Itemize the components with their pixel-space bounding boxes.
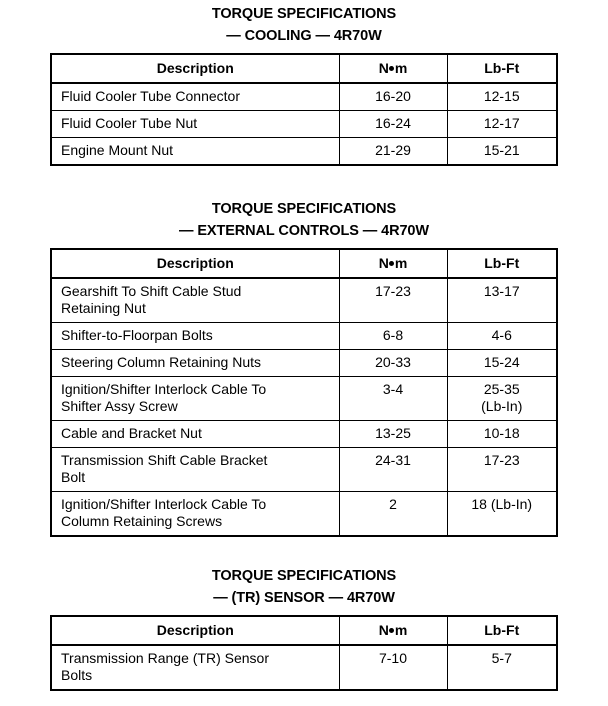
table-row (51, 111, 557, 138)
description-line-1: Gearshift To Shift Cable Stud (61, 283, 242, 299)
table-body-external-controls (51, 278, 557, 536)
newton-meter-dot-icon (389, 66, 394, 71)
table-row (51, 448, 557, 492)
cell-pound-foot: 17-23 (447, 448, 557, 492)
table-header-row (51, 54, 557, 83)
table-header-row (51, 249, 557, 278)
table-row (51, 350, 557, 377)
cell-pound-foot: 5-7 (447, 645, 557, 690)
cell-newton-meter: 3-4 (339, 377, 447, 421)
cell-description (51, 492, 339, 537)
description-line-1: Transmission Range (TR) Sensor (61, 650, 269, 666)
description-line-1: Fluid Cooler Tube Nut (61, 115, 198, 131)
section-tr-sensor-title-line-1: TORQUE SPECIFICATIONS (211, 568, 397, 584)
cell-pound-foot: 12-15 (447, 83, 557, 111)
section-external-controls-titles (0, 202, 608, 238)
description-line-1: Ignition/Shifter Interlock Cable To (61, 496, 267, 512)
newton-meter-dot-icon (389, 628, 394, 633)
table-row (51, 492, 557, 537)
newton-meter-n: N (378, 60, 389, 76)
table-row (51, 138, 557, 166)
section-tr-sensor-titles (0, 569, 608, 605)
cell-description (51, 350, 339, 377)
description-line-1: Ignition/Shifter Interlock Cable To (61, 381, 267, 397)
cell-pound-foot: 4-6 (447, 323, 557, 350)
cell-pound-foot: 13-17 (447, 278, 557, 323)
section-cooling-titles (0, 7, 608, 43)
description-line-1: Shifter-to-Floorpan Bolts (61, 327, 213, 343)
table-body-cooling (51, 83, 557, 165)
cell-newton-meter: 24-31 (339, 448, 447, 492)
description-line-2: Bolts (61, 667, 93, 683)
newton-meter-m: m (394, 622, 408, 638)
torque-table-cooling (50, 53, 558, 166)
cell-newton-meter: 7-10 (339, 645, 447, 690)
cell-description (51, 278, 339, 323)
cell-description (51, 448, 339, 492)
table-row (51, 377, 557, 421)
table-body-tr-sensor (51, 645, 557, 690)
description-line-1: Transmission Shift Cable Bracket (61, 452, 268, 468)
section-external-controls-title-line-2: — EXTERNAL CONTROLS — 4R70W (178, 222, 429, 239)
description-line-2: Retaining Nut (61, 300, 146, 316)
cell-description (51, 83, 339, 111)
column-header-newton-meter (339, 249, 447, 278)
description-line-1: Cable and Bracket Nut (61, 425, 202, 441)
section-cooling-title-line-2: — COOLING — 4R70W (226, 27, 382, 44)
table-header-row (51, 616, 557, 645)
description-line-2: Column Retaining Screws (61, 513, 223, 529)
section-external-controls-title-line-1: TORQUE SPECIFICATIONS (211, 201, 397, 217)
description-line-2: Shifter Assy Screw (61, 398, 178, 414)
description-line-1: Engine Mount Nut (61, 142, 174, 158)
table-row (51, 421, 557, 448)
table-row (51, 278, 557, 323)
cell-pound-foot (447, 377, 557, 421)
newton-meter-n: N (378, 255, 389, 271)
column-header-pound-foot: Lb-Ft (447, 616, 557, 645)
column-header-pound-foot: Lb-Ft (447, 249, 557, 278)
cell-description (51, 377, 339, 421)
cell-pound-foot: 12-17 (447, 111, 557, 138)
section-cooling (0, 7, 608, 166)
cell-newton-meter: 6-8 (339, 323, 447, 350)
table-row (51, 323, 557, 350)
cell-description (51, 323, 339, 350)
cell-pound-foot: 18 (Lb-In) (447, 492, 557, 537)
section-tr-sensor-title-line-2: — (TR) SENSOR — 4R70W (213, 589, 395, 606)
column-header-pound-foot: Lb-Ft (447, 54, 557, 83)
column-header-newton-meter (339, 54, 447, 83)
cell-newton-meter: 21-29 (339, 138, 447, 166)
section-external-controls (0, 202, 608, 537)
cell-newton-meter: 16-20 (339, 83, 447, 111)
cell-description (51, 645, 339, 690)
section-tr-sensor (0, 569, 608, 691)
cell-newton-meter: 17-23 (339, 278, 447, 323)
cell-description (51, 111, 339, 138)
column-header-description: Description (51, 616, 339, 645)
section-cooling-title-line-1: TORQUE SPECIFICATIONS (211, 6, 397, 22)
torque-table-external-controls (50, 248, 558, 537)
cell-newton-meter: 16-24 (339, 111, 447, 138)
table-row (51, 83, 557, 111)
cell-newton-meter: 20-33 (339, 350, 447, 377)
torque-table-tr-sensor (50, 615, 558, 691)
column-header-newton-meter (339, 616, 447, 645)
newton-meter-dot-icon (389, 261, 394, 266)
cell-pound-foot: 10-18 (447, 421, 557, 448)
cell-newton-meter: 13-25 (339, 421, 447, 448)
cell-pound-foot: 15-24 (447, 350, 557, 377)
description-line-1: Steering Column Retaining Nuts (61, 354, 261, 370)
description-line-2: Bolt (61, 469, 86, 485)
cell-newton-meter: 2 (339, 492, 447, 537)
column-header-description: Description (51, 54, 339, 83)
newton-meter-n: N (378, 622, 389, 638)
description-line-1: Fluid Cooler Tube Connector (61, 88, 240, 104)
cell-description (51, 421, 339, 448)
table-row (51, 645, 557, 690)
newton-meter-m: m (394, 255, 408, 271)
column-header-description: Description (51, 249, 339, 278)
cell-pound-foot: 15-21 (447, 138, 557, 166)
cell-description (51, 138, 339, 166)
pound-foot-line-1: 25-35 (483, 381, 520, 397)
newton-meter-m: m (394, 60, 408, 76)
pound-foot-line-2: (Lb-In) (481, 398, 523, 414)
